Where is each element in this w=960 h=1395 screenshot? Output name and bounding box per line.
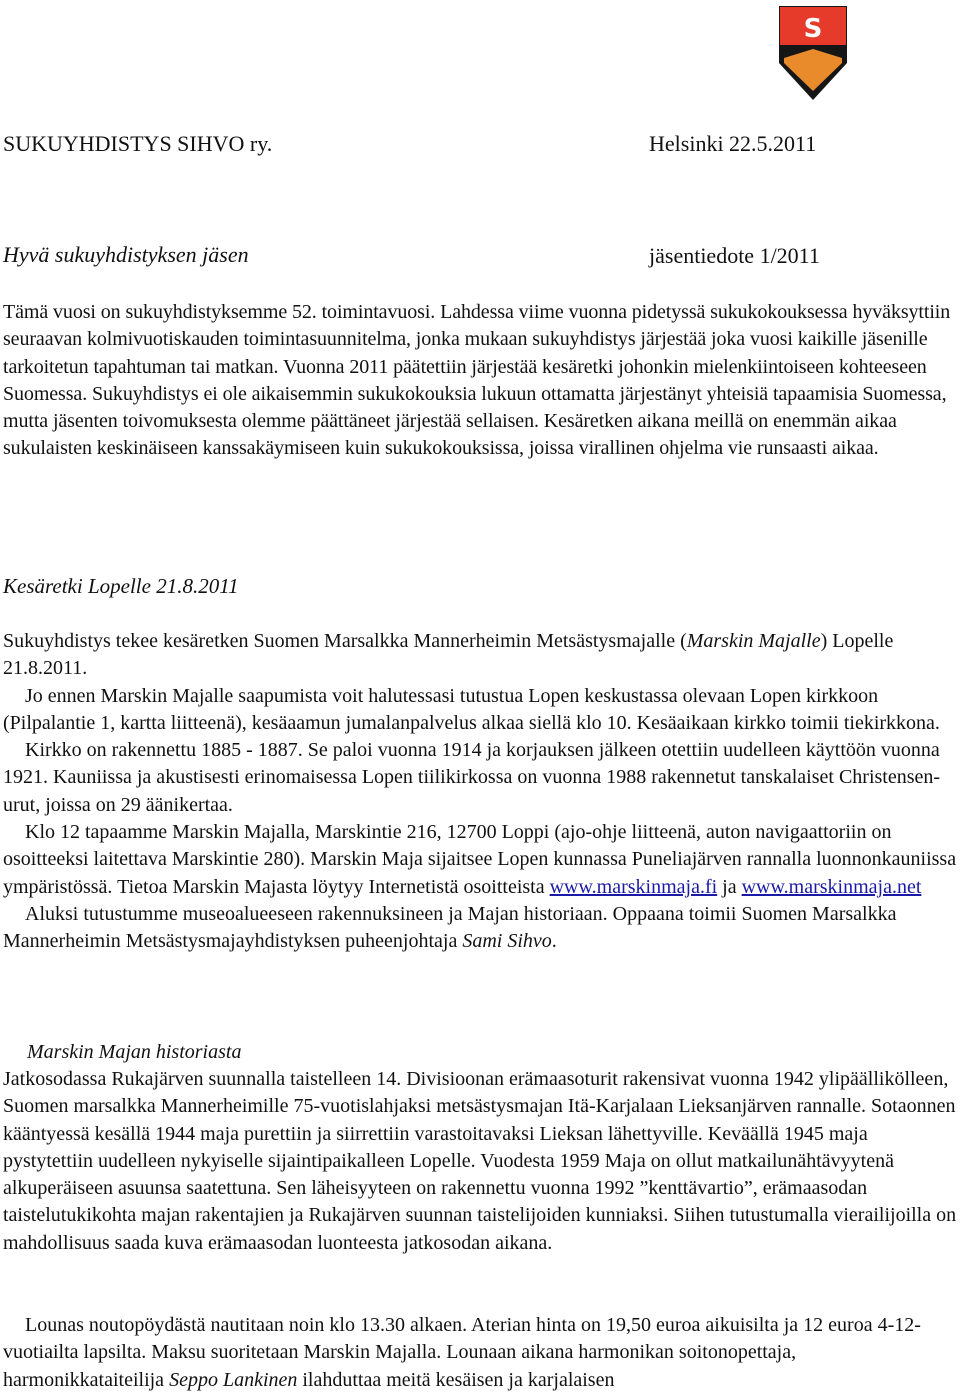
musician-name: Seppo Lankinen [169, 1368, 298, 1391]
meeting-text: Klo 12 tapaamme Marskin Majalla, Marskintie 216, 12700 Loppi (ajo-ohje liitteenä, auton navigaattoriin on osoitteeksi laitettava Marskintie 280). Marskin Maja sijaitsee Lopen kunnassa Puneliajärven rannalla luonnonkauniissa ympäristössä. Tietoa Marskin Majasta löytyy Internetistä osoitteista [3, 821, 957, 898]
trip-heading: Kesäretki Lopelle 21.8.2011 [3, 574, 239, 598]
trip-text: ) Lopelle 21.8.2011. [3, 630, 894, 680]
marskinmaja-fi-link[interactable]: www.marskinmaja.fi [549, 875, 718, 898]
intro-sentence: Tämä vuosi on sukuyhdistyksemme 52. toimintavuosi. [3, 301, 436, 323]
place-date: Helsinki 22.5.2011 [649, 131, 817, 156]
intro-sentence: Kesäretken aikana meillä on enemmän aikaa sukulaisten keskinäiseen kanssakäymiseen kuin sukukokouksissa, joissa virallinen ohjelma vie runsaasti aikaa. [3, 410, 897, 460]
intro-sentence: Lahdessa viime vuonna pidetyssä sukukokouksessa hyväksyttiin seuraavan kolmivuotiskauden toimintasuunnitelma, jonka mukaan sukuyhdistys järjestää joka vuosi kaikille jäsenille tarkoitetun tapahtuman tai matkan. [3, 301, 951, 378]
church-paragraph: Jo ennen Marskin Majalle saapumista voit halutessasi tutustua Lopen keskustassa olevaan Lopen kirkkoon (Pilpalantie 1, kartta liitteenä), kesäaamun jumalanpalvelus alkaa siellä klo 10. Kesäaikaan kirkko toimii tiekirkkona. [3, 684, 940, 734]
sihvo-shield-logo-icon [778, 5, 848, 101]
history-heading: Marskin Majan historiasta [27, 1041, 242, 1063]
intro-paragraph [3, 299, 957, 463]
trip-text: Sukuyhdistys tekee kesäretken Suomen Marsalkka Mannerheimin Metsästysmajalle ( [3, 630, 687, 652]
lunch-text: Lounas noutopöydästä nautitaan noin klo 13.30 alkaen. Aterian hinta on 19,50 euroa aikuisilta ja 12 euroa 4-12-vuotiailta lapsilta. Maksu suoritetaan Marskin Majalla. Lounaan aikana harmonikan soitonopettaja, harmonikkataiteilija [3, 1314, 921, 1391]
trip-paragraph [3, 628, 957, 683]
church-history-paragraph: Kirkko on rakennettu 1885 - 1887. Se paloi vuonna 1914 ja korjauksen jälkeen otettiin uudelleen käyttöön vuonna 1921. Kauniissa ja akustisesti erinomaisessa Lopen tiilikirkossa on vuonna 1988 rakennetut tanskalaiset Christensen-urut, joissa on 29 äänikertaa. [3, 739, 941, 816]
guide-name: Sami Sihvo [462, 930, 552, 953]
lunch-text: ilahduttaa meitä kesäisen ja karjalaisen [297, 1368, 615, 1391]
marskinmaja-net-link[interactable]: www.marskinmaja.net [741, 875, 922, 898]
organization-name: SUKUYHDISTYS SIHVO ry. [3, 131, 273, 156]
guide-text: . [551, 930, 557, 953]
intro-sentence: Sukuyhdistys ei ole aikaisemmin sukukokouksia lukuun ottamatta järjestänyt yhteisiä tapaamisia Suomessa, mutta jäsenten toivomuksesta olemme päättäneet järjestää sellaisen. [3, 382, 947, 433]
intro-sentence: Vuonna 2011 päätettiin järjestää kesäretki johonkin mielenkiintoiseen kohteeseen Suomessa. [3, 355, 927, 405]
greeting: Hyvä sukuyhdistyksen jäsen [3, 242, 249, 267]
meeting-paragraph [3, 819, 957, 901]
guide-text: Aluksi tutustumme museoalueeseen rakennuksineen ja Majan historiaan. Oppaana toimii Suomen Marsalkka Mannerheimin Metsästysmajayhdistyksen puheenjohtaja [3, 902, 897, 953]
trip-section [3, 628, 957, 956]
meeting-text: ja [717, 875, 742, 898]
lunch-paragraph [3, 1312, 957, 1394]
history-section [3, 1066, 957, 1257]
bulletin-number: jäsentiedote 1/2011 [649, 243, 820, 268]
lunch-section [3, 1312, 957, 1394]
guide-paragraph [3, 901, 957, 956]
intro-section [3, 299, 957, 463]
trip-emphasis: Marskin Majalle [686, 630, 821, 652]
history-paragraph: Jatkosodassa Rukajärven suunnalla taistelleen 14. Divisioonan erämaasoturit rakensivat vuonna 1942 ylipäällikölleen, Suomen marsalkka Mannerheimille 75-vuotislahjaksi metsästysmajan Itä-Karjalaan Lieksanjärven rannalle. Sotaonnen kääntyessä kesällä 1944 maja purettiin ja siirrettiin varastoitavaksi Lieksan lähettyville. Keväällä 1945 maja pystytettiin uudelleen nykyiselle sijaintipaikalleen Lopelle. Vuodesta 1959 Maja on ollut matkailunähtävyytenä alkuperäiseen asuunsa saatettuna. Sen läheisyyteen on rakennettu vuonna 1992 ”kenttävartio”, erämaasodan taistelutukikohta majan rakentajien ja Rukajärven suunnan taistelijoiden kunniaksi. Siihen tutustumalla vierailijoilla on mahdollisuus saada kuva erämaasodan luonteesta jatkosodan aikana. [3, 1068, 957, 1254]
logo-letter: S [803, 14, 823, 44]
